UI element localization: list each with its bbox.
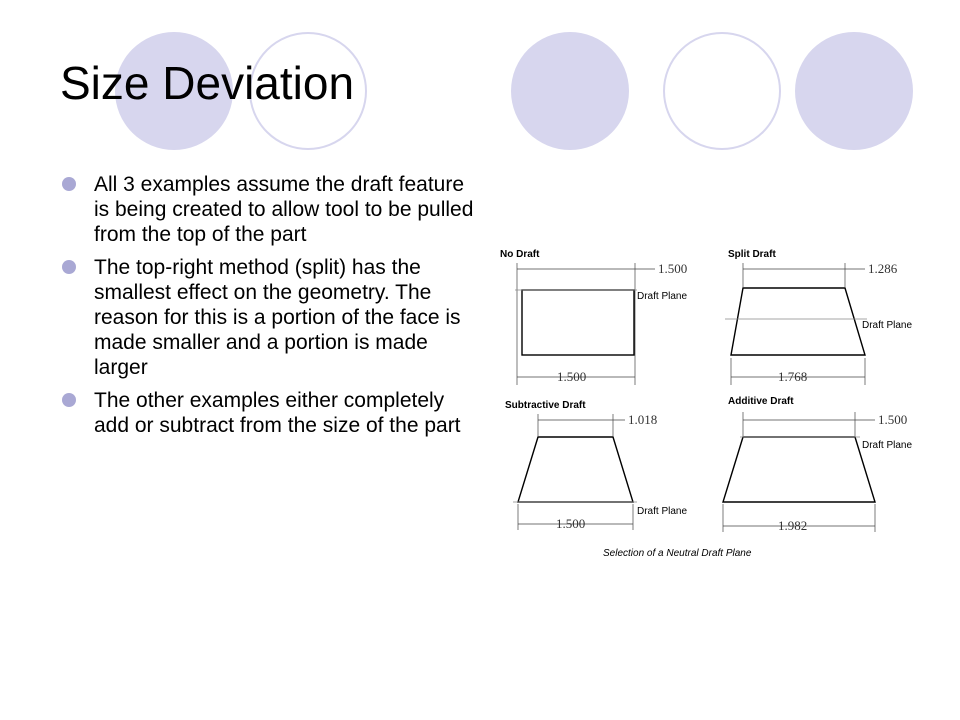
bullet-text: The top-right method (split) has the smallest effect on the geometry. The reason for this is a portion of the face is made smaller and a portion is made larger: [94, 256, 461, 379]
figure-caption: Selection of a Neutral Draft Plane: [603, 548, 752, 559]
bottom-dimension: 1.500: [556, 516, 586, 531]
part-profile: [518, 437, 633, 502]
bullet-list: [60, 172, 475, 446]
bottom-dimension: 1.768: [778, 369, 808, 384]
decor-circle-3: [795, 32, 913, 150]
part-profile: [723, 437, 875, 502]
panel-label: Split Draft: [728, 249, 776, 260]
panel-additive-draft: [723, 396, 912, 533]
panel-no-draft: [500, 249, 687, 385]
bullet-icon: [62, 177, 76, 191]
top-dimension: 1.500: [658, 261, 688, 276]
top-dimension: 1.286: [868, 261, 898, 276]
part-profile: [731, 288, 865, 355]
panel-split-draft: [725, 249, 912, 385]
part-profile: [522, 290, 634, 355]
draft-plane-label: Draft Plane: [637, 506, 688, 517]
panel-subtractive-draft: [505, 400, 687, 531]
draft-diagram: [495, 240, 925, 565]
decor-circle-2: [511, 32, 629, 150]
panel-label: Subtractive Draft: [505, 400, 586, 411]
draft-plane-label: Draft Plane: [862, 440, 913, 451]
bullet-icon: [62, 260, 76, 274]
panel-label: No Draft: [500, 249, 540, 260]
panel-label: Additive Draft: [728, 396, 794, 407]
bottom-dimension: 1.982: [778, 518, 808, 533]
top-dimension: 1.500: [878, 412, 908, 427]
slide-title: Size Deviation: [60, 57, 355, 109]
bullet-text: The other examples either completely add or subtract from the size of the part: [94, 389, 461, 437]
draft-plane-label: Draft Plane: [637, 291, 688, 302]
decor-ring-2: [663, 32, 781, 150]
top-dimension: 1.018: [628, 412, 658, 427]
bullet-item: [60, 388, 475, 438]
bullet-icon: [62, 393, 76, 407]
bullet-text: All 3 examples assume the draft feature is being created to allow tool to be pulled from the top of the part: [94, 173, 474, 246]
bottom-dimension: 1.500: [557, 369, 587, 384]
bullet-item: [60, 255, 475, 380]
bullet-item: [60, 172, 475, 247]
draft-diagram-svg: [495, 240, 925, 565]
draft-plane-label: Draft Plane: [862, 320, 913, 331]
